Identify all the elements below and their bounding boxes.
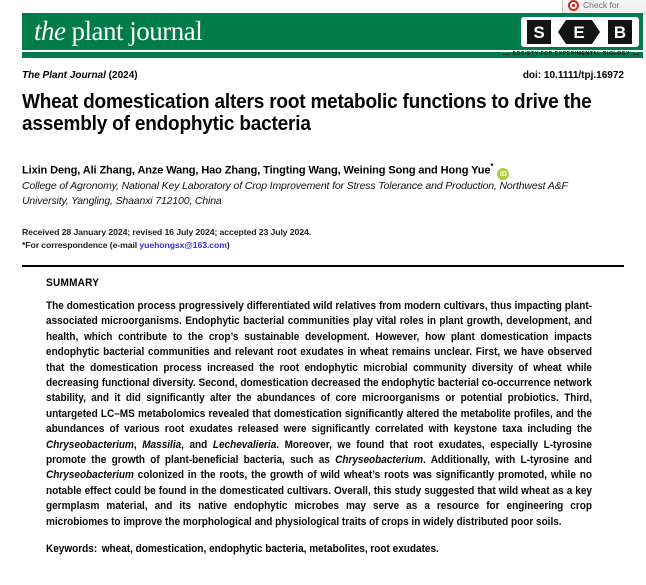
correspondence-suffix: ) [226, 240, 230, 250]
corresponding-author-mark: * [490, 162, 494, 171]
seb-logo [521, 17, 639, 47]
keywords-line [46, 543, 592, 555]
crossmark-label: Check for [583, 0, 620, 10]
authors-names: Lixin Deng, Ali Zhang, Anze Wang, Hao Zhang, Tingting Wang, Weining Song and Hong Yue [22, 164, 491, 177]
journal-logotype [34, 18, 202, 45]
seb-caption: SOCIETY FOR EXPERIMENTAL BIOLOGY [503, 50, 639, 58]
history-dates: Received 28 January 2024; revised 16 July 2024; accepted 23 July 2024. [22, 227, 312, 237]
journal-year: (2024) [105, 70, 138, 81]
crossmark-icon [568, 0, 579, 11]
journal-banner [22, 13, 643, 58]
article-history [22, 226, 311, 252]
correspondence-line [22, 239, 311, 252]
logotype-rest: plant journal [71, 16, 203, 46]
seb-logo-icon [521, 17, 639, 47]
authors-line [22, 162, 509, 180]
logotype-the: the [34, 16, 66, 46]
svg-text:B: B [613, 23, 627, 42]
keywords-label: Keywords: [46, 543, 98, 556]
summary-section [46, 277, 592, 555]
correspondence-email-link[interactable]: yuehongsx@163.com [139, 240, 227, 250]
journal-citation [22, 70, 138, 81]
svg-text:E: E [573, 23, 585, 42]
article-title: Wheat domestication alters root metabolic functions to drive the assembly of endophytic bacteria [22, 91, 592, 135]
meta-row [22, 70, 624, 81]
keywords-value: wheat, domestication, endophytic bacteria, metabolites, root exudates. [101, 543, 439, 556]
affiliation: College of Agronomy, National Key Laboratory of Crop Improvement for Stress Tolerance and Production, Northwest A&F University, Yangling, Shaanxi 712100, China [22, 180, 568, 207]
orcid-id-icon[interactable]: iD [497, 168, 509, 180]
section-rule [22, 265, 624, 267]
summary-paragraph: The domestication process progressively differentiated wild relatives from modern cultivars, thus impacting plant-associated microorganisms. Endophytic bacterial communities play vital roles in plant growth, development, and health, which contribute to the crop’s sustainable development. However, how plant domestication impacts endophytic bacterial communities and relevant root exudates in wheat remains unclear. First, we have observed that the domestication process increased the root endophytic microbial community diversity of wheat while decreasing functional diversity. Second, domestication decreased the endophytic bacterial co-occurrence network stability, and it did significantly alter the abundances of core microorganisms or potential probiotics. Third, untargeted LC–MS metabolomics revealed that domestication significantly altered the metabolite profiles, and the abundances of various root exudates released were significantly correlated with keystone taxa including the Chryseobacterium, Massilia, and Lechevalieria. Moreover, we found that root exudates, especially L-tyrosine promote the growth of plant-beneficial bacteria, such as Chryseobacterium. Additionally, with L-tyrosine and Chryseobacterium colonized in the roots, the growth of wild wheat’s roots was significantly promoted, while no notable effect could be found in the domesticated cultivars. Overall, this study suggested that wild wheat as a key germplasm material, and its native endophytic microbes may serve as a resource for engineering crop microbiomes to improve the morphological and physiological traits of crops in widely distributed poor soils. [46, 300, 593, 528]
doi-text: doi: 10.1111/tpj.16972 [522, 70, 624, 81]
journal-name: The Plant Journal [22, 70, 106, 81]
summary-heading: SUMMARY [46, 277, 100, 289]
svg-text:S: S [533, 23, 545, 42]
correspondence-prefix: *For correspondence (e-mail [22, 240, 140, 250]
